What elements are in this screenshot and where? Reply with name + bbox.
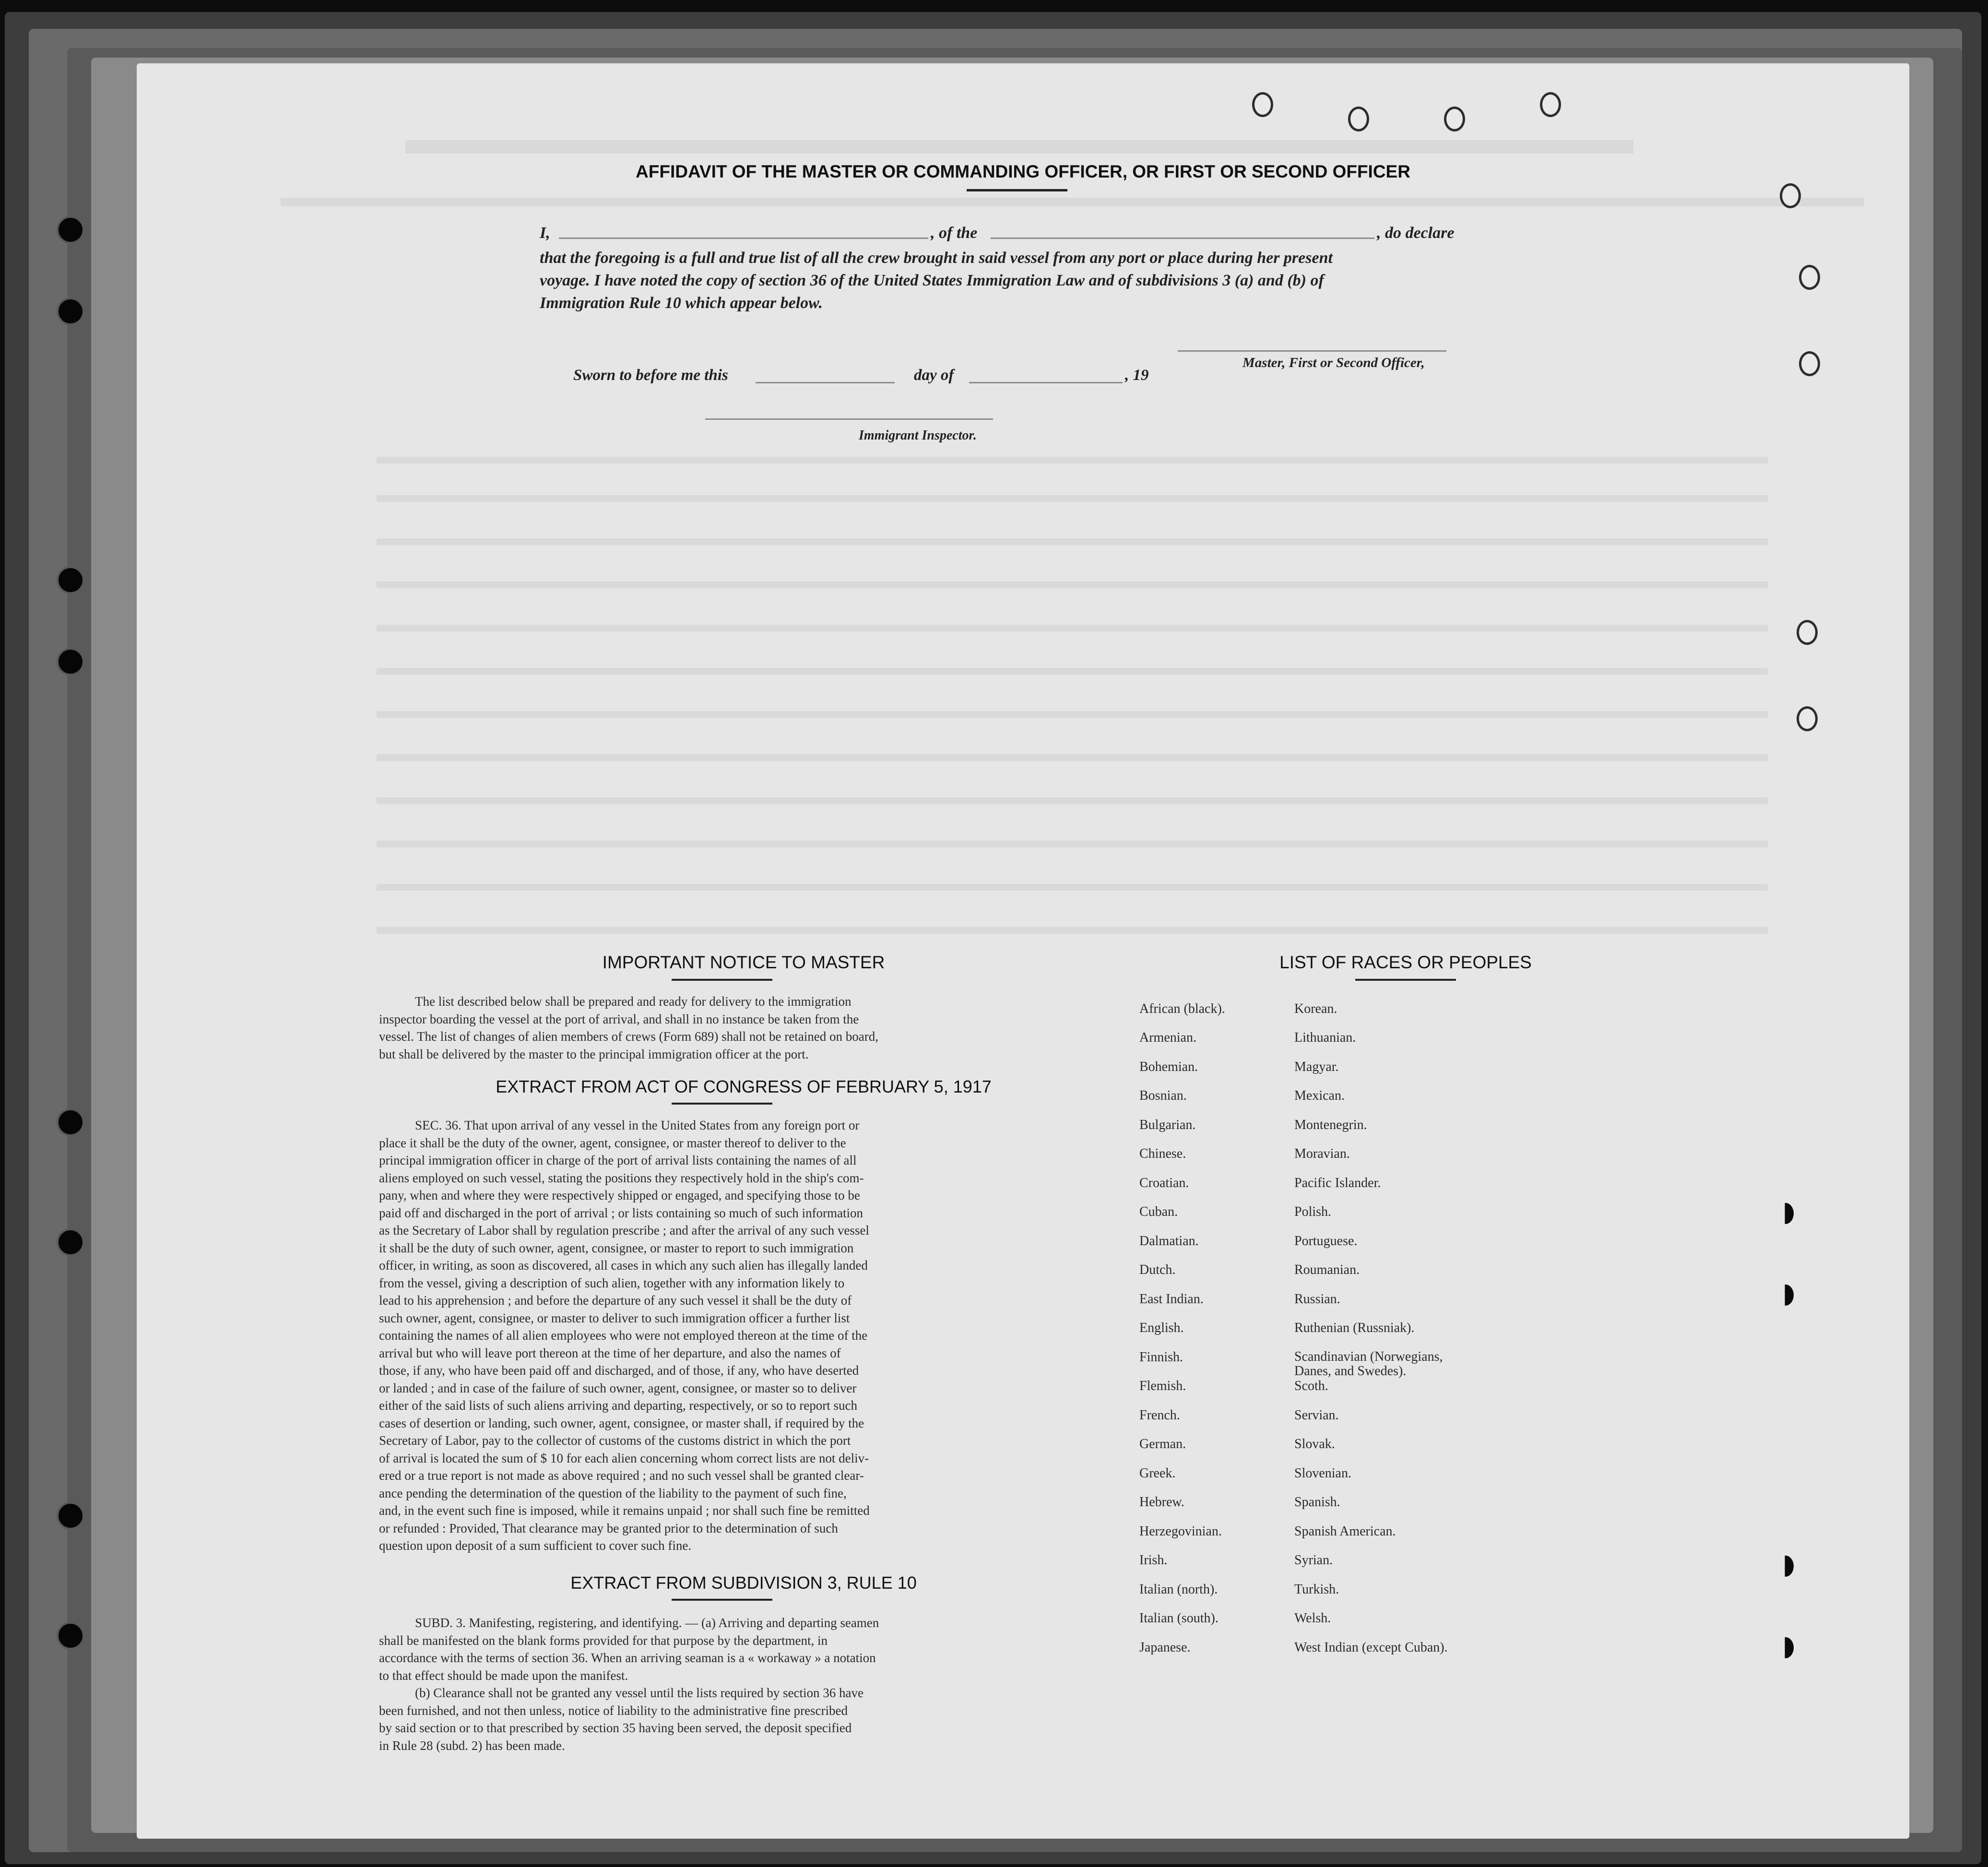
race-item: French. [1139,1408,1180,1423]
affidavit-i-label: I, [540,224,550,242]
vessel-name-field[interactable] [991,238,1374,239]
sworn-day-field[interactable] [756,382,895,383]
race-item: Lithuanian. [1294,1030,1356,1045]
race-item: Korean. [1294,1001,1337,1016]
section-36-line: place it shall be the duty of the owner, agent, consignee, or master thereof to deliver to the [379,1135,846,1150]
punch-hole-icon [1777,1637,1794,1658]
race-item: Pacific Islander. [1294,1176,1381,1190]
affidavit-line-3: voyage. I have noted the copy of section 36 of the United States Immigration Law and of subdivisions 3 (a) and (b) of [540,272,1324,289]
extract-rule-heading: EXTRACT FROM SUBDIVISION 3, RULE 10 [570,1573,917,1593]
rule-10-line: (b) Clearance shall not be granted any vessel until the lists required by section 36 have [415,1686,864,1700]
binder-hole-icon [57,1502,84,1530]
section-36-line: ered or a true report is not made as above required ; and no such vessel shall be granted clear- [379,1468,864,1483]
race-item: Polish. [1294,1204,1332,1219]
binder-hole-icon [57,297,84,325]
show-through-text [377,625,1768,631]
section-36-line: pany, when and where they were respectively shipped or engaged, and specifying those to be [379,1188,860,1202]
show-through-text [377,927,1768,934]
race-item: Syrian. [1294,1553,1333,1568]
races-heading: LIST OF RACES OR PEOPLES [1279,952,1532,972]
race-item: Russian. [1294,1292,1340,1307]
binder-hole-icon [57,566,84,594]
race-item: German. [1139,1437,1186,1451]
show-through-text [377,711,1768,718]
race-item: Turkish. [1294,1582,1339,1597]
race-item: Ruthenian (Russniak). [1294,1320,1415,1335]
binder-hole-icon [57,1228,84,1256]
punch-hole-icon [1348,107,1369,131]
heading-rule [967,189,1067,191]
race-item: Italian (north). [1139,1582,1218,1597]
notice-line: vessel. The list of changes of alien members of crews (Form 689) shall not be retained on board, [379,1029,878,1044]
section-36-line: paid off and discharged in the port of arrival ; or lists containing so much of such information [379,1205,864,1220]
race-item: Mexican. [1294,1088,1345,1103]
punch-hole-icon [1797,706,1818,731]
master-signature-label: Master, First or Second Officer, [1242,355,1425,370]
binder-hole-icon [57,1622,84,1650]
race-item: Roumanian. [1294,1262,1360,1277]
punch-hole-icon [1252,92,1273,117]
rule-10-line: been furnished, and not then unless, notice of liability to the administrative fine prescribed [379,1703,848,1718]
section-36-line: or refunded : Provided, That clearance may be granted prior to the determination of such [379,1521,838,1535]
race-item: African (black). [1139,1001,1225,1016]
race-item: Chinese. [1139,1146,1186,1161]
race-item: Dalmatian. [1139,1234,1199,1249]
day-of-label: day of [914,367,954,384]
rule-10-line: in Rule 28 (subd. 2) has been made. [379,1738,565,1753]
binder-hole-icon [57,216,84,244]
race-item: Flemish. [1139,1379,1186,1393]
race-item: Irish. [1139,1553,1168,1568]
show-through-text [377,582,1768,588]
sworn-month-field[interactable] [969,382,1123,383]
master-signature-field[interactable] [1178,350,1446,352]
punch-hole-icon [1777,1556,1794,1577]
race-item: Spanish. [1294,1495,1340,1510]
rule-10-line: to that effect should be made upon the manifest. [379,1668,628,1683]
section-36-line: aliens employed on such vessel, stating the positions they respectively hold in the ship's com- [379,1170,864,1185]
race-item: Scoth. [1294,1379,1328,1393]
rule-10-line: by said section or to that prescribed by section 35 having been served, the deposit specified [379,1721,852,1735]
binder-hole-icon [57,648,84,676]
show-through-text [281,198,1864,206]
section-36-line: from the vessel, giving a description of such alien, together with any information likely to [379,1275,845,1290]
race-item: English. [1139,1320,1184,1335]
show-through-text [377,841,1768,847]
section-36-line: either of the said lists of such aliens arriving and departing, respectively, or so to report such [379,1398,857,1413]
race-item: Bosnian. [1139,1088,1187,1103]
race-item: Moravian. [1294,1146,1350,1161]
section-36-line: lead to his apprehension ; and before the departure of any such vessel it shall be the duty of [379,1293,852,1308]
show-through-text [377,457,1768,464]
section-36-line: ance pending the determination of the question of the liability to the payment of such fine, [379,1486,847,1500]
section-36-line: of arrival is located the sum of $ 10 for each alien concerning whom correct lists are not deliv- [379,1451,869,1465]
race-item: Armenian. [1139,1030,1196,1045]
inspector-label: Immigrant Inspector. [859,428,977,443]
affidavit-heading: AFFIDAVIT OF THE MASTER OR COMMANDING OFFICER, OR FIRST OR SECOND OFFICER [636,162,1410,181]
punch-hole-icon [1780,183,1801,208]
race-item: Cuban. [1139,1204,1178,1219]
section-36-line: officer, in writing, as soon as discovered, all cases in which any such alien has illegally landed [379,1258,868,1272]
inspector-signature-field[interactable] [705,418,993,420]
heading-rule [1355,979,1456,981]
notice-line: inspector boarding the vessel at the port of arrival, and shall in no instance be taken from the [379,1011,859,1026]
race-item: Dutch. [1139,1262,1176,1277]
notice-heading: IMPORTANT NOTICE TO MASTER [602,952,885,972]
extract-act-heading: EXTRACT FROM ACT OF CONGRESS OF FEBRUARY 5, 1917 [496,1077,992,1096]
affidavit-line-4: Immigration Rule 10 which appear below. [540,294,823,312]
sworn-label: Sworn to before me this [573,367,728,384]
punch-hole-icon [1797,620,1818,645]
show-through-text [377,754,1768,761]
race-item: Montenegrin. [1294,1118,1367,1132]
race-item: Magyar. [1294,1059,1339,1074]
section-36-line: principal immigration officer in charge of the port of arrival lists containing the names of all [379,1153,857,1167]
punch-hole-icon [1444,107,1465,131]
notice-text [379,993,1099,1063]
race-item: Hebrew. [1139,1495,1184,1510]
punch-hole-icon [1777,1284,1794,1306]
race-item: Croatian. [1139,1176,1189,1190]
section-36-line: question upon deposit of a sum sufficient to cover such fine. [379,1538,692,1553]
show-through-text [377,668,1768,675]
punch-hole-icon [1799,351,1820,376]
race-item: Slovak. [1294,1437,1335,1451]
form-page [137,63,1909,1839]
heading-rule [672,1599,772,1601]
rule-10-line: SUBD. 3. Manifesting, registering, and identifying. — (a) Arriving and departing seamen [415,1616,879,1630]
rule-10-text [379,1614,1099,1754]
punch-hole-icon [1540,92,1561,117]
race-item: Slovenian. [1294,1466,1351,1481]
race-item: Italian (south). [1139,1611,1219,1626]
show-through-text [377,538,1768,545]
race-item: Finnish. [1139,1350,1183,1365]
section-36-line: cases of desertion or landing, such owner, agent, consignee, or master shall, if required by the [379,1415,864,1430]
race-item: West Indian (except Cuban). [1294,1640,1448,1655]
section-36-line: and, in the event such fine is imposed, while it remains unpaid ; nor shall such fine be remitted [379,1503,870,1518]
show-through-text [377,884,1768,891]
notice-line: but shall be delivered by the master to the principal immigration officer at the port. [379,1046,809,1061]
race-item: Servian. [1294,1408,1339,1423]
affidavit-do-declare-label: , do declare [1377,224,1455,242]
show-through-text [377,495,1768,502]
heading-rule [672,979,772,981]
year-label: , 19 [1125,367,1149,384]
section-36-line: or landed ; and in case of the failure of such owner, agent, consignee, or master so to deliver [379,1380,857,1395]
race-item: Herzegovinian. [1139,1524,1222,1539]
binder-hole-icon [57,1108,84,1136]
section-36-text [379,1117,1099,1555]
notice-line: The list described below shall be prepared and ready for delivery to the immigration [415,994,852,1009]
race-item: Bulgarian. [1139,1118,1196,1132]
race-item: Scandinavian (Norwegians, Danes, and Swedes). [1294,1349,1443,1379]
race-item: Portuguese. [1294,1234,1358,1249]
rule-10-line: accordance with the terms of section 36. When an arriving seaman is a « workaway » a notation [379,1651,876,1665]
section-36-line: as the Secretary of Labor shall by regulation prescribe ; and after the arrival of any such vessel [379,1223,869,1237]
race-item: Welsh. [1294,1611,1331,1626]
section-36-line: Secretary of Labor, pay to the collector of customs of the customs district in which the port [379,1433,851,1448]
section-36-line: it shall be the duty of such owner, agent, consignee, or master to report to such immigration [379,1240,854,1255]
master-name-field[interactable] [559,238,928,239]
section-36-line: such owner, agent, consignee, or master to deliver to such immigration officer a further list [379,1310,850,1325]
race-item: East Indian. [1139,1292,1204,1307]
rule-10-line: shall be manifested on the blank forms provided for that purpose by the department, in [379,1633,828,1648]
section-36-line: SEC. 36. That upon arrival of any vessel in the United States from any foreign port or [415,1118,860,1132]
punch-hole-icon [1777,1203,1794,1224]
race-item: Greek. [1139,1466,1176,1481]
section-36-line: arrival but who will leave port thereon at the time of her departure, and also the names of [379,1345,841,1360]
race-item: Spanish American. [1294,1524,1396,1539]
show-through-text [377,797,1768,804]
show-through-text [405,140,1633,154]
affidavit-of-the-label: , of the [931,224,978,242]
race-item: Japanese. [1139,1640,1191,1655]
section-36-line: those, if any, who have been paid off and discharged, and of those, if any, who have deserted [379,1363,859,1378]
affidavit-line-2: that the foregoing is a full and true list of all the crew brought in said vessel from any port or place during her present [540,249,1333,267]
section-36-line: containing the names of all alien employees who were not employed thereon at the time of the [379,1328,868,1343]
race-item: Bohemian. [1139,1059,1198,1074]
heading-rule [672,1103,772,1105]
